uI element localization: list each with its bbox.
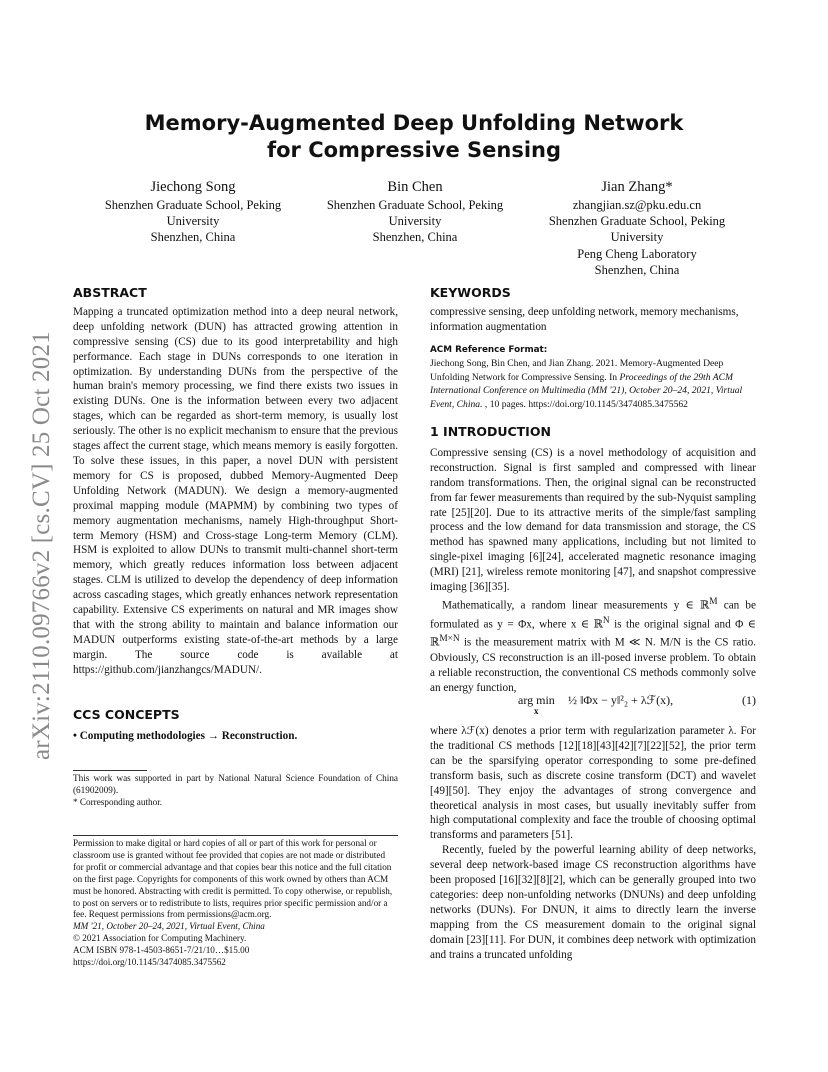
ccs-section	[73, 708, 398, 744]
venue-line: MM '21, October 20–24, 2021, Virtual Event, China	[73, 921, 265, 932]
footnotes	[73, 773, 398, 809]
author-affiliation: Shenzhen Graduate School, Peking	[326, 198, 504, 212]
author-affiliation: University	[166, 214, 220, 229]
permission-text: Permission to make digital or hard copies of all or part of this work for personal or classroom use is granted without fee provided that copies are not made or distributed for profit or commercial advantage and that copies bear this notice and the full citation on the first page. Copyrights for components of this work owned by others than ACM must be honored. Abstracting with credit is permitted. To copy otherwise, or republish, to post on servers or to redistribute to lists, requires prior specific permission and/or a fee. Request permissions from permissions@acm.org.	[73, 838, 393, 920]
p2-part: can be formulated as y = Φx, where x ∈ ℝ	[430, 599, 756, 631]
author-affiliation: Shenzhen Graduate School, Peking	[104, 198, 282, 212]
equation-1	[512, 691, 756, 717]
author-affiliation: University	[388, 214, 442, 229]
keywords-section	[430, 286, 756, 335]
title-line-1: Memory-Augmented Deep Unfolding Network	[144, 111, 684, 135]
author-affiliation: University	[610, 230, 664, 245]
intro-paragraph-1: Compressive sensing (CS) is a novel methodology of acquisition and reconstruction. Signal is first sampled and compressed with linear random transformations. Then, the original signal can be reconstructed from far fewer measurements than required by the sub-Nyquist sampling rate [25][20]. Due to its attractive merits of the simple/fast sampling process and the low demand for data transmission and storage, the CS method has spawned many applications, including but not limited to single-pixel imaging [6][24], accelerated magnetic resonance imaging (MRI) [21], wireless remote monitoring [47], and snapshot compressive imaging [36][35].	[430, 446, 756, 594]
acm-reference	[430, 344, 756, 411]
author-block-3	[534, 178, 740, 278]
acm-ref-tail: , 10 pages. https://doi.org/10.1145/3474085.3475562	[482, 398, 688, 410]
author-name: Bin Chen	[387, 179, 443, 195]
eq-argmin-sub: x	[534, 706, 539, 716]
acm-ref-heading: ACM Reference Format:	[430, 345, 548, 355]
corresponding-note: * Corresponding author.	[73, 796, 163, 807]
abstract-text: Mapping a truncated optimization method into a deep neural network, deep unfolding network (DUN) has attracted growing attention in compressive sensing (CS) due to its good interpretability and high performance. Each stage in DUNs corresponds to one iteration in optimization. By understanding DUNs from the perspective of the human brain's memory processing, we find there exists two issues in existing DUNs. One is the information between every two adjacent stages, which can be regarded as short-term memory, is usually lost seriously. The other is no explicit mechanism to ensure that the previous stages affect the current stage, which means memory is easily forgotten. To solve these issues, in this paper, a novel DUN with persistent memory for CS is proposed, dubbed Memory-Augmented Deep Unfolding Network (MADUN). We design a memory-augmented proximal mapping module (MAPMM) by combining two types of memory augmentation mechanisms, namely High-throughput Short-term Memory (HSM) and Cross-stage Long-term Memory (CLM). HSM is exploited to allow DUNs to transmit multi-channel short-term memory, which greatly reduces information loss between adjacent stages. CLM is utilized to develop the dependency of deep information across cascading stages, which greatly enhances network representation capability. Extensive CS experiments on natural and MR images show that with the strong ability to maintain and balance information our MADUN outperforms existing state-of-the-art methods by a large margin. The source code is available at https://github.com/jianzhangcs/MADUN/.	[73, 305, 398, 676]
ccs-heading: CCS CONCEPTS	[73, 707, 180, 722]
p2-part: is the measurement matrix with M ≪ N. M/N is the CS ratio. Obviously, CS reconstruction is an ill-posed inverse problem. To obtain a reliable reconstruction, the conventional CS methods commonly solve an energy function,	[430, 636, 756, 694]
intro-heading: 1 INTRODUCTION	[430, 424, 551, 439]
author-block-1	[90, 178, 296, 246]
intro-paragraph-2	[430, 595, 756, 696]
p2-sup: N	[602, 615, 610, 626]
author-email: zhangjian.sz@pku.edu.cn	[572, 198, 702, 212]
ccs-item: • Computing methodologies → Reconstruction.	[73, 729, 298, 742]
intro-paragraph-4: Recently, fueled by the powerful learning ability of deep networks, several deep network-based image CS reconstruction algorithms have been proposed [16][32][8][2], which can be generally grouped into two categories: deep non-unfolding networks (DNUNs) and deep unfolding networks (DUNs). For DNUN, it aims to directly learn the inverse mapping from the CS measurement domain to the original signal domain [23][11]. For DUN, it combines deep network with optimization and trains a truncated unfolding	[430, 844, 756, 961]
author-name: Jiechong Song	[150, 179, 236, 195]
author-name: Jian Zhang*	[601, 179, 673, 195]
p2-part: Mathematically, a random linear measurements y ∈ ℝ	[442, 599, 710, 612]
p2-sup: M	[709, 596, 718, 607]
paper-title	[100, 110, 728, 164]
isbn-line: ACM ISBN 978-1-4503-8651-7/21/10…$15.00	[73, 945, 250, 956]
intro-paragraph-3: where λℱ(x) denotes a prior term with regularization parameter λ. For the traditional CS methods [12][18][43][42][7][22][52], the prior term can be the sparsifying operator corresponding to some pre-defined transform basis, such as discrete cosine transform (DCT) and wavelet [49][50]. They enjoy the advantages of strong convergence and theoretical analysis in most cases, but usually inevitably suffer from high computational complexity and face the trouble of choosing optimal transforms and parameters [51].	[430, 725, 756, 842]
keywords-heading: KEYWORDS	[430, 285, 511, 300]
keywords-text: compressive sensing, deep unfolding network, memory mechanisms, information augmentation	[430, 305, 739, 333]
arxiv-identifier: arXiv:2110.09766v2 [cs.CV] 25 Oct 2021	[28, 331, 55, 760]
funding-note: This work was supported in part by National Natural Science Foundation of China (61902009).	[73, 773, 398, 795]
acm-ref-body	[430, 357, 756, 411]
doi-line: https://doi.org/10.1145/3474085.3475562	[73, 957, 226, 968]
permission-rule	[73, 835, 398, 836]
copyright-line: © 2021 Association for Computing Machinery.	[73, 933, 247, 944]
abstract-heading: ABSTRACT	[73, 285, 147, 300]
eq-number: (1)	[742, 693, 756, 707]
author-block-2	[312, 178, 518, 246]
abstract-section	[73, 286, 398, 678]
author-location: Shenzhen, China	[372, 230, 458, 245]
eq-argmin: arg min	[518, 693, 555, 707]
acm-ref-authors: Jiechong Song, Bin Chen, and Jian Zhang. 2021. Memory-Augmented Deep Unfolding Network for Compressive Sensing. In	[430, 358, 724, 383]
intro-continued	[430, 724, 756, 963]
author-location: Shenzhen, China	[150, 230, 236, 245]
acm-ref-venue: Proceedings of the 29th ACM International Conference on Multimedia (MM '21), October 20–24, 2021, Virtual Event, China.	[430, 371, 743, 410]
author-location: Shenzhen, China	[594, 262, 680, 277]
p2-part: is the original signal and Φ ∈ ℝ	[430, 618, 757, 649]
introduction-section	[430, 425, 756, 696]
author-affiliation: Peng Cheng Laboratory	[577, 246, 697, 261]
footnote-rule	[73, 770, 147, 771]
permission-block	[73, 838, 398, 969]
title-line-2: for Compressive Sensing	[266, 138, 562, 162]
eq-body: ½ ‖Φx − y‖²₂ + λℱ(x),	[568, 693, 674, 707]
author-affiliation: Shenzhen Graduate School, Peking	[548, 214, 726, 229]
p2-sup: M×N	[439, 634, 460, 645]
